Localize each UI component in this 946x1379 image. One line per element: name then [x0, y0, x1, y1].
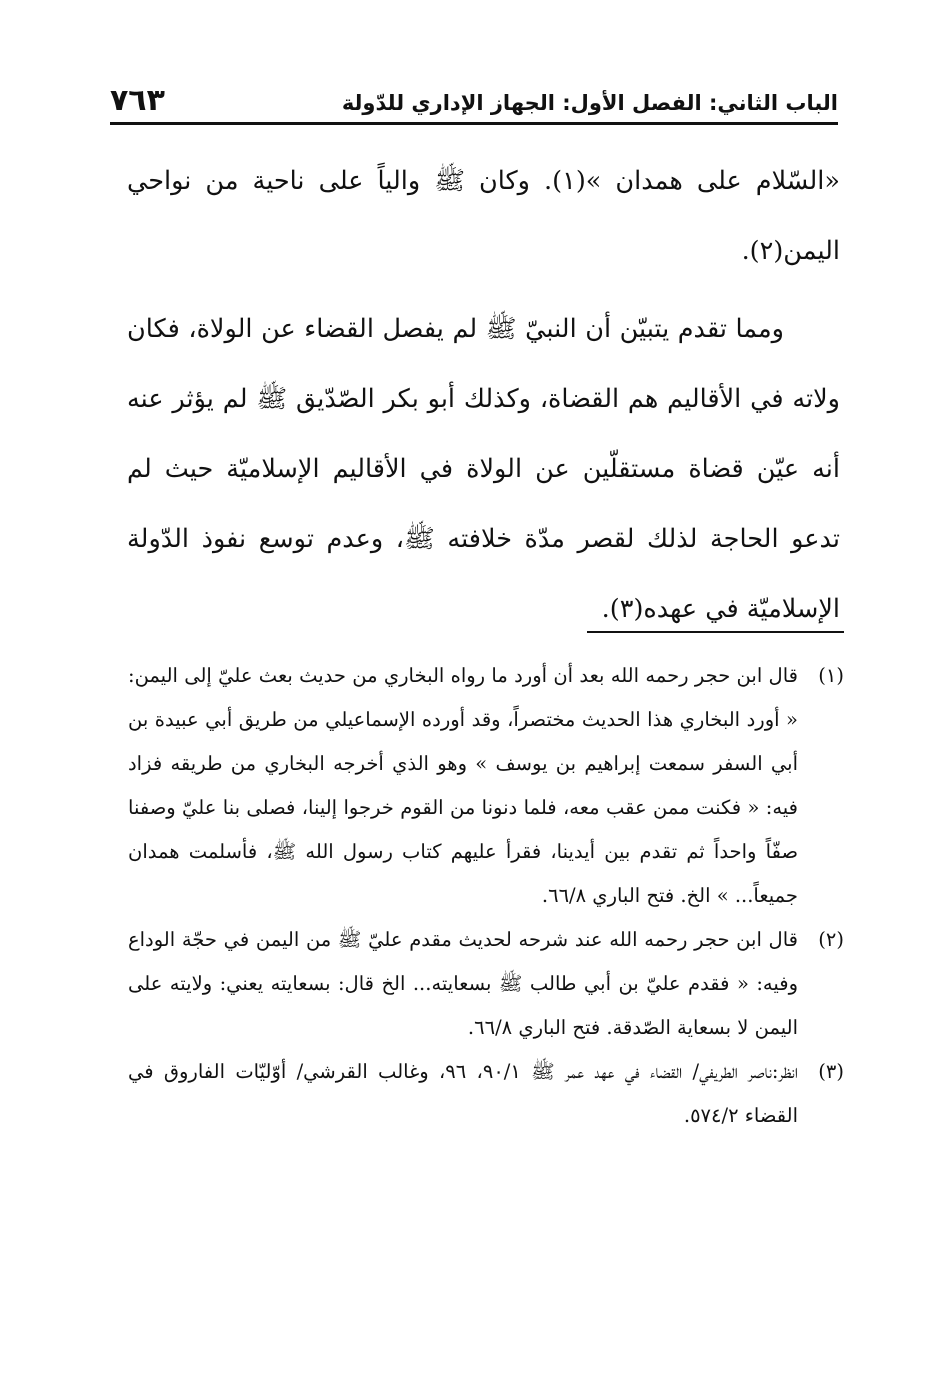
footnote-text: انظر:ناصر الطريفي/ القضاء في عهد عمر ﷺ ٩٠/١، ٩٦، وغالب القرشي/ أوّليّات الفاروق في القضاء ٥٧٤/٢.: [128, 1060, 798, 1127]
footnotes: [128, 654, 844, 1138]
running-title: الباب الثاني: الفصل الأول: الجهاز الإداري للدّولة: [341, 91, 838, 115]
main-text: [127, 146, 840, 644]
footnote-2: [128, 918, 844, 1050]
page-number: ٧٦٣: [110, 83, 165, 118]
footnote-text: قال ابن حجر رحمه الله عند شرحه لحديث مقدم عليّ ﷺ من اليمن في حجّة الوداع وفيه: « فقدم عليّ بن أبي طالب ﷺ بسعايته... الخ قال: بسعايته يعني: ولايته على اليمن لا بسعاية الصّدقة. فتح الباري ٦٦/٨.: [128, 928, 798, 1039]
footnote-text: قال ابن حجر رحمه الله بعد أن أورد ما رواه البخاري من حديث بعث عليّ إلى اليمن: « أورد البخاري هذا الحديث مختصراً، وقد أورده الإسماعيلي من طريق أبي عبيدة بن أبي السفر سمعت إبراهيم بن يوسف » وهو الذي أخرجه البخاري من طريقه فزاد فيه: « فكنت ممن عقب معه، فلما دنونا من القوم خرجوا إلينا، فصلى بنا عليّ وصفنا صفّاً واحداً ثم تقدم بين أيدينا، فقرأ عليهم كتاب رسول الله ﷺ، فأسلمت همدان جميعاً... » الخ. فتح الباري ٦٦/٨.: [128, 664, 798, 907]
footnote-number: (١): [818, 664, 844, 687]
footnote-number: (٣): [818, 1060, 844, 1083]
body-paragraph: «السّلام على همدان »(١). وكان ﷺ والياً على ناحية من نواحي اليمن(٢).: [127, 166, 840, 266]
footnote-1: [128, 654, 844, 918]
footnote-number: (٢): [818, 928, 844, 951]
footnote-3: [128, 1050, 844, 1138]
footnote-separator: [587, 631, 844, 633]
page-header: [110, 82, 838, 125]
body-paragraph: ومما تقدم يتبيّن أن النبيّ ﷺ لم يفصل القضاء عن الولاة، فكان ولاته في الأقاليم هم القضاة، وكذلك أبو بكر الصّدّيق ﷺ لم يؤثر عنه أنه عيّن قضاة مستقلّين عن الولاة في الأقاليم الإسلاميّة حيث لم تدعو الحاجة لذلك لقصر مدّة خلافته ﷺ، وعدم توسع نفوذ الدّولة الإسلاميّة في عهده(٣).: [127, 314, 840, 624]
